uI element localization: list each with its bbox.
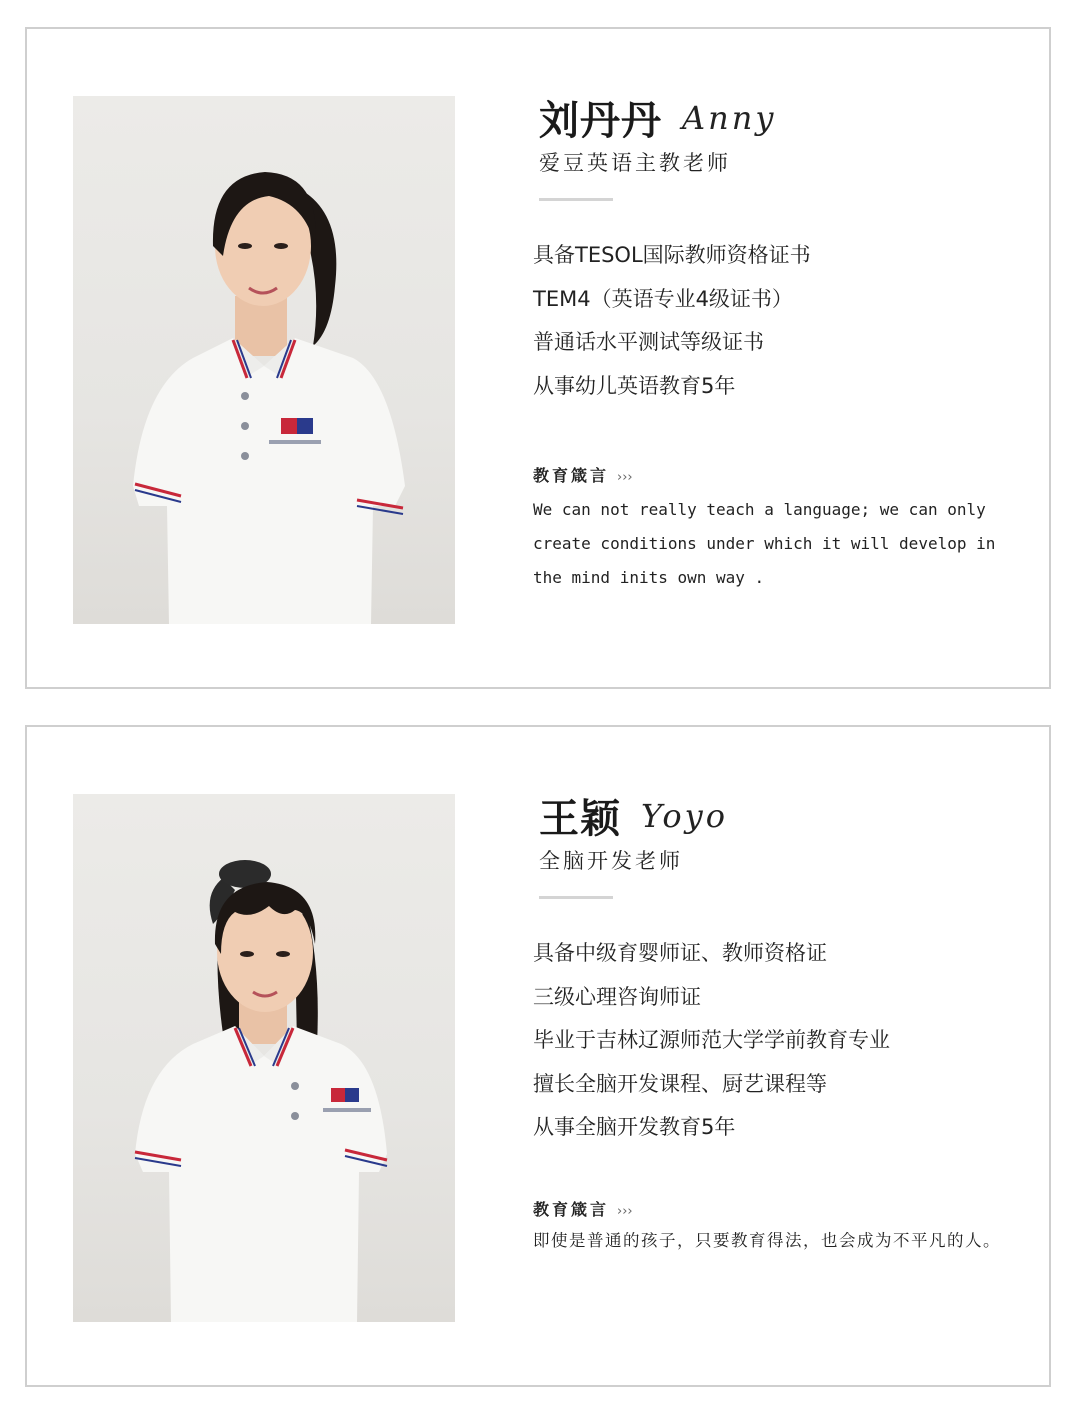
qualification-item: 普通话水平测试等级证书 bbox=[533, 330, 764, 354]
teacher-name-row-1 bbox=[539, 89, 776, 146]
qualifications-list bbox=[533, 234, 811, 408]
motto-title: 教育箴言 bbox=[533, 466, 610, 485]
qualification-item: 三级心理咨询师证 bbox=[533, 984, 701, 1009]
teacher-card-1 bbox=[25, 27, 1051, 689]
divider bbox=[539, 198, 613, 201]
teacher-english-name: Yoyo bbox=[641, 796, 728, 835]
teacher-photo-1 bbox=[73, 96, 455, 624]
triple-chevron-icon: ››› bbox=[617, 1204, 633, 1219]
teacher-card-2 bbox=[25, 725, 1051, 1387]
qualification-item: 具备TESOL国际教师资格证书 bbox=[533, 243, 811, 267]
motto-heading bbox=[533, 463, 633, 486]
motto-text: 即使是普通的孩子，只要教育得法，也会成为不平凡的人。 bbox=[533, 1231, 1001, 1250]
triple-chevron-icon: ››› bbox=[617, 470, 633, 485]
qualification-item: 从事幼儿英语教育5年 bbox=[533, 373, 736, 398]
teacher-photo-2 bbox=[73, 794, 455, 1322]
motto-text: We can not really teach a language; we can only create conditions under which it will develop in the mind inits own way . bbox=[533, 500, 996, 587]
motto-title: 教育箴言 bbox=[533, 1200, 610, 1219]
teacher-1-portrait-image bbox=[73, 96, 455, 624]
teacher-role: 全脑开发老师 bbox=[539, 849, 683, 873]
divider bbox=[539, 896, 613, 899]
teacher-2-portrait-image bbox=[73, 794, 455, 1322]
motto-heading bbox=[533, 1197, 633, 1220]
teacher-name-row-2 bbox=[539, 787, 728, 844]
teacher-chinese-name: 王颖 bbox=[539, 796, 621, 842]
qualification-item: TEM4（英语专业4级证书） bbox=[533, 286, 793, 311]
qualifications-list bbox=[533, 932, 890, 1150]
qualification-item: 毕业于吉林辽源师范大学学前教育专业 bbox=[533, 1028, 890, 1052]
teacher-chinese-name: 刘丹丹 bbox=[539, 98, 662, 144]
qualification-item: 擅长全脑开发课程、厨艺课程等 bbox=[533, 1071, 827, 1096]
qualification-item: 具备中级育婴师证、教师资格证 bbox=[533, 941, 827, 965]
qualification-item: 从事全脑开发教育5年 bbox=[533, 1115, 736, 1139]
teacher-role: 爱豆英语主教老师 bbox=[539, 151, 731, 175]
teacher-english-name: Anny bbox=[682, 98, 777, 137]
